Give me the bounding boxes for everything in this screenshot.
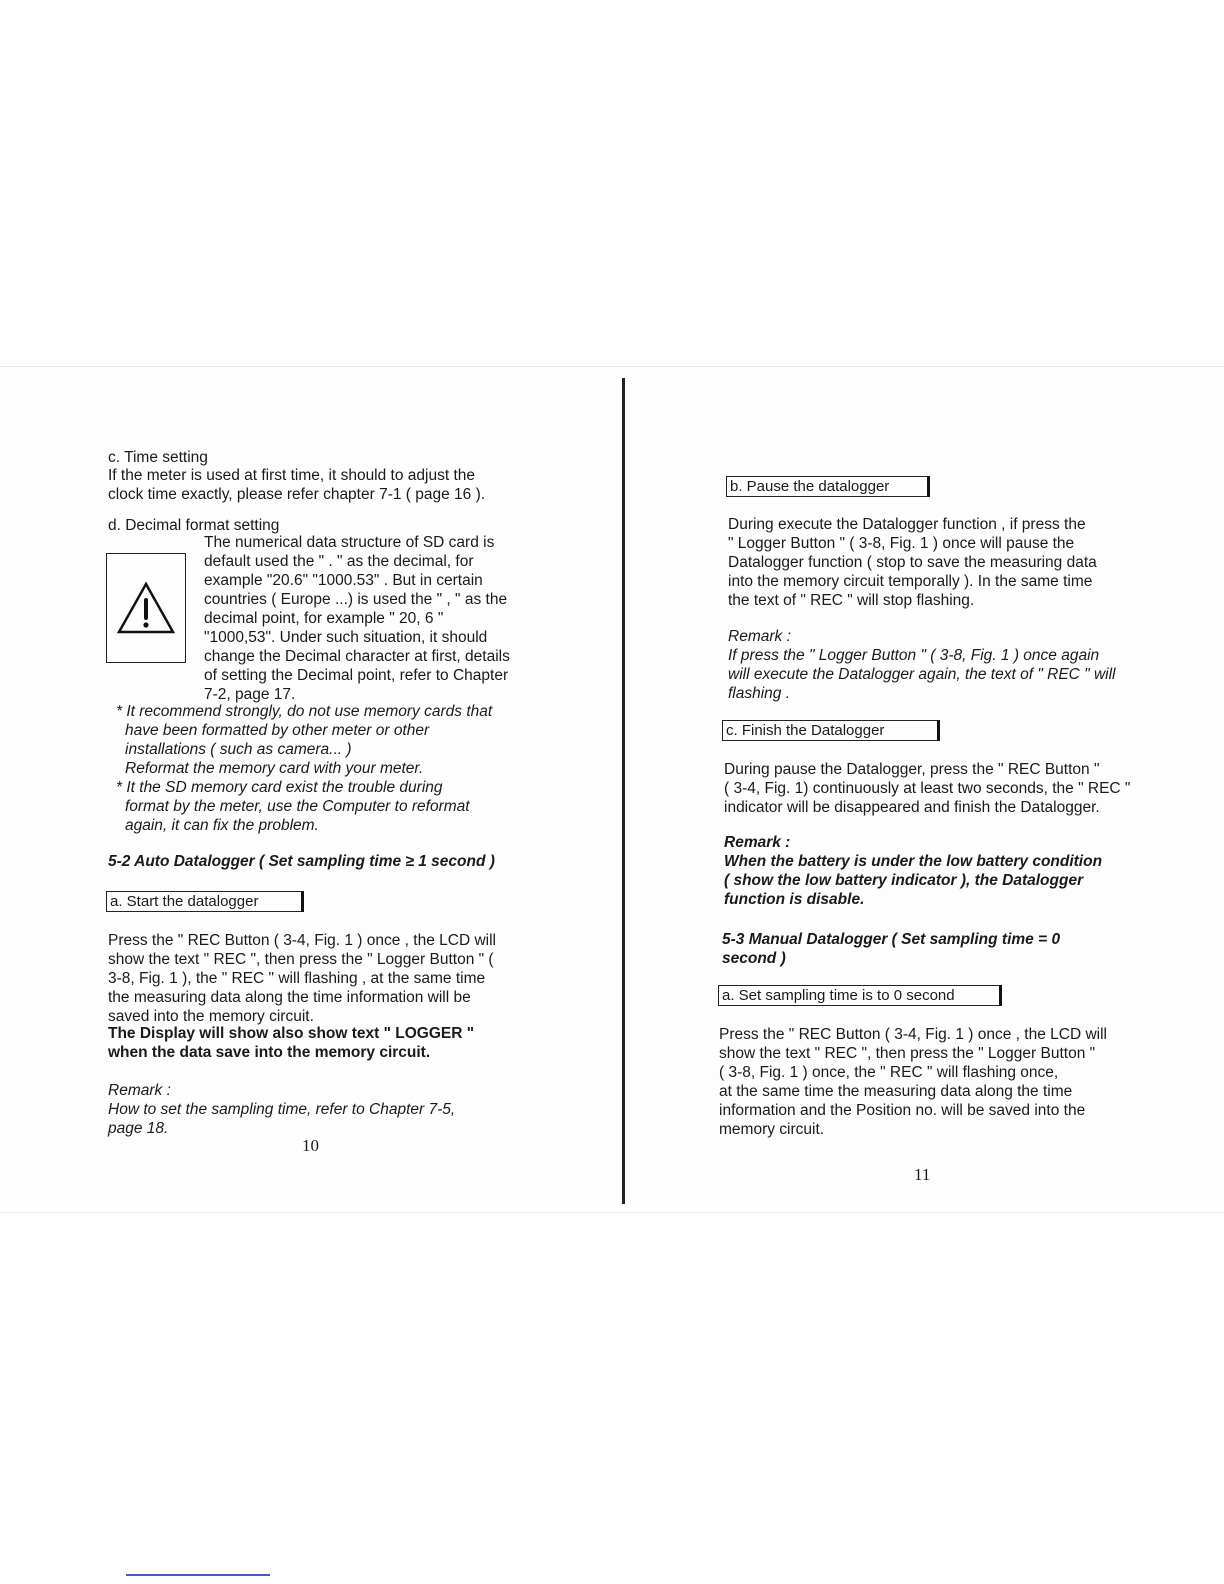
start-datalogger-text — [108, 931, 496, 1026]
text-line: show the text " REC ", then press the " Logger Button " ( — [108, 951, 494, 968]
remark-label: Remark : — [108, 1082, 171, 1099]
note-line: * It the SD memory card exist the trouble during — [116, 779, 443, 796]
page-gutter — [622, 378, 625, 1204]
text-line: If press the " Logger Button " ( 3-8, Fig. 1 ) once again — [728, 647, 1100, 664]
decimal-setting-heading: d. Decimal format setting — [108, 517, 280, 534]
scan-top-edge — [0, 366, 1224, 367]
text-line: Press the " REC Button ( 3-4, Fig. 1 ) once , the LCD will — [108, 932, 496, 949]
text-line: clock time exactly, please refer chapter 7-1 ( page 16 ). — [108, 486, 486, 503]
footer-rule — [126, 1574, 270, 1576]
warning-box — [106, 553, 186, 663]
text-line: the text of " REC " will stop flashing. — [728, 592, 975, 609]
text-line: example "20.6" "1000.53" . But in certain — [204, 572, 483, 589]
note-line: format by the meter, use the Computer to reformat — [125, 798, 470, 815]
section-5-2-title: 5-2 Auto Datalogger ( Set sampling time ≥ 1 second ) — [108, 853, 495, 870]
set-sampling-time-box: a. Set sampling time is to 0 second — [718, 985, 1002, 1006]
note-line: * It recommend strongly, do not use memory cards that — [116, 703, 493, 720]
note-line: installations ( such as camera... ) — [125, 741, 352, 758]
remark-label: Remark : — [728, 628, 791, 645]
time-setting-text — [108, 466, 485, 504]
note-line: Reformat the memory card with your meter. — [125, 760, 424, 777]
pause-datalogger-box: b. Pause the datalogger — [726, 476, 930, 497]
note-line: have been formatted by other meter or other — [125, 722, 430, 739]
text-line: change the Decimal character at first, details — [204, 648, 510, 665]
scan-bottom-edge — [0, 1212, 1224, 1213]
warning-triangle-icon — [116, 580, 176, 636]
section-5-3-title — [722, 930, 1060, 968]
finish-datalogger-text — [724, 760, 1130, 817]
remark-label: Remark : — [724, 834, 791, 851]
text-line: "1000,53". Under such situation, it should — [204, 629, 488, 646]
text-line: decimal point, for example " 20, 6 " — [204, 610, 444, 627]
text-line: ( show the low battery indicator ), the Datalogger — [724, 872, 1084, 889]
text-line: default used the " . " as the decimal, for — [204, 553, 474, 570]
note-line: again, it can fix the problem. — [125, 817, 319, 834]
text-line: second ) — [722, 950, 786, 967]
text-line: " Logger Button " ( 3-8, Fig. 1 ) once will pause the — [728, 535, 1075, 552]
text-line: the measuring data along the time information will be — [108, 989, 471, 1006]
battery-remark — [724, 833, 1102, 909]
time-setting-heading: c. Time setting — [108, 449, 208, 466]
text-line: ( 3-8, Fig. 1 ) once, the " REC " will flashing once, — [719, 1064, 1059, 1081]
page-number: 11 — [914, 1165, 931, 1184]
text-line: show the text " REC ", then press the " Logger Button " — [719, 1045, 1096, 1062]
text-line: When the battery is under the low battery condition — [724, 853, 1103, 870]
text-line: The Display will show also show text " LOGGER " — [108, 1025, 475, 1042]
text-line: at the same time the measuring data along the time — [719, 1083, 1073, 1100]
memory-card-notes — [116, 702, 492, 835]
text-line: of setting the Decimal point, refer to Chapter — [204, 667, 509, 684]
pause-remark — [728, 627, 1116, 703]
text-line: The numerical data structure of SD card is — [204, 534, 495, 551]
text-line: indicator will be disappeared and finish the Datalogger. — [724, 799, 1100, 816]
text-line: page 18. — [108, 1120, 169, 1137]
text-line: memory circuit. — [719, 1121, 825, 1138]
text-line: Datalogger function ( stop to save the measuring data — [728, 554, 1097, 571]
text-line: saved into the memory circuit. — [108, 1008, 314, 1025]
text-line: 7-2, page 17. — [204, 686, 296, 703]
text-line: will execute the Datalogger again, the text of " REC " will — [728, 666, 1116, 683]
text-line: when the data save into the memory circuit. — [108, 1044, 431, 1061]
page-number: 10 — [302, 1136, 319, 1155]
text-line: How to set the sampling time, refer to Chapter 7-5, — [108, 1101, 456, 1118]
sampling-remark — [108, 1081, 455, 1138]
pause-datalogger-text — [728, 515, 1097, 610]
text-line: ( 3-4, Fig. 1) continuously at least two seconds, the " REC " — [724, 780, 1131, 797]
text-line: countries ( Europe ...) is used the " , " as the — [204, 591, 508, 608]
text-line: into the memory circuit temporally ). In the same time — [728, 573, 1093, 590]
text-line: information and the Position no. will be saved into the — [719, 1102, 1086, 1119]
finish-datalogger-box: c. Finish the Datalogger — [722, 720, 940, 741]
text-line: 3-8, Fig. 1 ), the " REC " will flashing , at the same time — [108, 970, 486, 987]
text-line: function is disable. — [724, 891, 865, 908]
text-line: If the meter is used at first time, it should to adjust the — [108, 467, 476, 484]
set-sampling-time-text — [719, 1025, 1107, 1139]
start-datalogger-box: a. Start the datalogger — [106, 891, 304, 912]
decimal-setting-text — [204, 533, 510, 704]
text-line: 5-3 Manual Datalogger ( Set sampling time = 0 — [722, 931, 1061, 948]
logger-display-note — [108, 1024, 474, 1062]
text-line: Press the " REC Button ( 3-4, Fig. 1 ) once , the LCD will — [719, 1026, 1107, 1043]
text-line: During pause the Datalogger, press the " REC Button " — [724, 761, 1100, 778]
text-line: During execute the Datalogger function , if press the — [728, 516, 1086, 533]
text-line: flashing . — [728, 685, 791, 702]
